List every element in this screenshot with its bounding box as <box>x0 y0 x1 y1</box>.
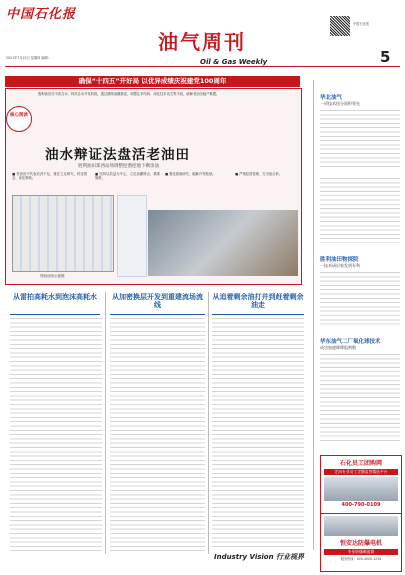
sidebar-item-2-sub: 一技术研层家发明专利 <box>320 263 360 268</box>
article-1-title: 从雷拍高耗水到泡沫高耗水 <box>13 293 97 301</box>
ad-employee-shop[interactable] <box>320 455 402 514</box>
bullet-2: ■ 坚持以效益为中心，立足油藏特点，精准施策。 <box>95 172 160 181</box>
article-2-rule <box>110 314 205 315</box>
article-2-title: 从加密换层开发到重建流场流线 <box>112 293 203 309</box>
ad-2-sub: 专业防爆制造商 <box>324 549 398 555</box>
sidebar-item-2-body <box>320 272 400 327</box>
page-number: 5 <box>380 48 391 66</box>
ad-1-title: 石化员工团购网 <box>339 460 382 467</box>
sidebar-item-2-head: 胜利油田物探院 <box>320 257 359 263</box>
qr-caption: 中国石化报 <box>353 22 369 26</box>
ad-explosion-proof-motor[interactable] <box>320 513 402 572</box>
sidebar-filler-body <box>320 178 400 243</box>
article-3-rule <box>212 314 304 315</box>
article-3-body <box>212 318 304 548</box>
ad-1-sub: 定向专业员工定额直营精选平台 <box>324 469 398 475</box>
bullet-3: ■ 强化基础研究，破解开发瓶颈。 <box>165 172 216 176</box>
core-reading-badge: 核心阅读 <box>6 106 32 132</box>
sidebar-divider <box>313 80 314 550</box>
sidebar-item-3-body <box>320 354 400 444</box>
diagram-caption: 郑西油田示意图 <box>40 274 65 278</box>
sidebar-item-1-head: 华北油气 <box>320 95 343 101</box>
article-2-body <box>110 318 205 553</box>
sidebar-item-3-sub: 成功加速降摩阻剂数 <box>320 345 356 350</box>
lead-body <box>38 101 296 137</box>
column-divider <box>105 292 106 554</box>
gas-weekly-label: Oil & Gas Weekly <box>200 58 268 66</box>
subheadline: 胜利油田郑西站场调整挖潜挖地下剩余油 <box>78 164 159 169</box>
column-divider <box>208 292 209 554</box>
sidebar-item-3-head: 华东油气二厂氧化球技术 <box>320 339 381 345</box>
banner: 确保“十四五”开好局 以优异成绩庆祝建党100周年 <box>5 76 300 87</box>
newspaper-logo: 中国石化报 <box>6 7 77 22</box>
feature-photo <box>148 210 298 276</box>
sidebar-item-1-sub: 一项技术扭分面积领先 <box>320 101 360 106</box>
legend-panel <box>117 195 147 277</box>
industry-vision-logo: Industry Vision 行业视界 <box>214 553 305 561</box>
ad-1-image <box>324 477 398 501</box>
headline: 油水辩证法盘活老油田 <box>45 147 190 163</box>
bullet-4: ■ 严格经营管理，打出组合拳。 <box>235 172 283 176</box>
article-1-rule <box>10 314 100 315</box>
qr-code-icon <box>330 16 350 36</box>
sidebar-item-1-body <box>320 110 400 170</box>
ad-2-phone: 服务热线：400-4000-1234 <box>340 557 382 561</box>
oilfield-diagram <box>12 195 114 272</box>
article-3-title: 从追着剩余油打井到赶着剩余油走 <box>212 293 304 309</box>
section-title: 油气周刊 <box>158 30 246 54</box>
ad-1-phone: 400-790-0109 <box>341 502 381 508</box>
lead-text: 胜利油田在中高含水、特高含水开发阶段，通过精细油藏描述、调整注采结构、深化技术攻关等手段，破解老油田稳产难题。 <box>38 92 220 96</box>
edition-line: 2021年7月15日 星期四 编辑： <box>6 56 51 60</box>
article-1-body <box>10 318 102 553</box>
bullet-1: ■ 老油田不代表后劲不足，重在立足研究，转变观念、优化策略。 <box>12 172 87 181</box>
ad-2-image <box>324 516 398 536</box>
ad-2-title: 恒安达防爆电机 <box>339 540 382 547</box>
header-divider <box>5 66 400 67</box>
